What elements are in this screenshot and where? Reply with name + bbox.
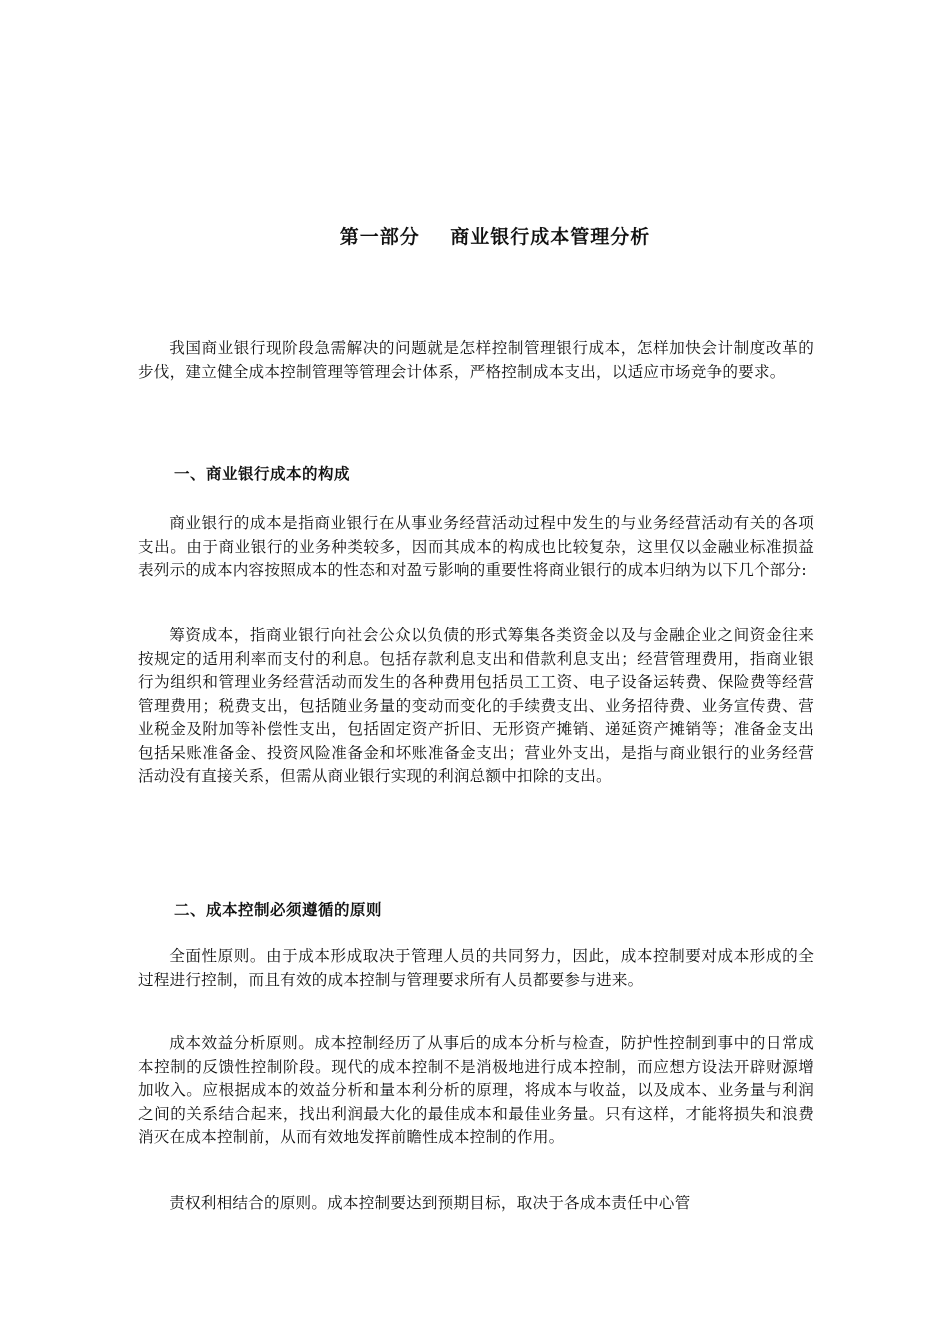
section-heading-2: 二、成本控制必须遵循的原则	[174, 901, 383, 919]
section-2-paragraph-1: 全面性原则。由于成本形成取决于管理人员的共同努力，因此，成本控制要对成本形成的全过程进行控制，而且有效的成本控制与管理要求所有人员都要参与进来。	[138, 947, 814, 989]
section-1-paragraph-1: 商业银行的成本是指商业银行在从事业务经营活动过程中发生的与业务经营活动有关的各项支出。由于商业银行的业务种类较多，因而其成本的构成也比较复杂，这里仅以金融业标准损益表列示的成本内容按照成本的性态和对盈亏影响的重要性将商业银行的成本归纳为以下几个部分:	[138, 514, 814, 579]
section-1-paragraph-2: 筹资成本，指商业银行向社会公众以负债的形式筹集各类资金以及与金融企业之间资金往来按规定的适用利率而支付的利息。包括存款利息支出和借款利息支出；经营管理费用，指商业银行为组织和管理业务经营活动而发生的各种费用包括员工工资、电子设备运转费、保险费等经营管理费用；税费支出，包括随业务量的变动而变化的手续费支出、业务招待费、业务宣传费、营业税金及附加等补偿性支出，包括固定资产折旧、无形资产摊销、递延资产摊销等；准备金支出包括呆账准备金、投资风险准备金和坏账准备金支出；营业外支出，是指与商业银行的业务经营活动没有直接关系，但需从商业银行实现的利润总额中扣除的支出。	[138, 626, 814, 785]
page-title: 第一部分 商业银行成本管理分析	[339, 226, 651, 248]
section-2-paragraph-2: 成本效益分析原则。成本控制经历了从事后的成本分析与检查，防护性控制到事中的日常成本控制的反馈性控制阶段。现代的成本控制不是消极地进行成本控制，而应想方设法开辟财源增加收入。应根据成本的效益分析和量本利分析的原理，将成本与收益，以及成本、业务量与利润之间的关系结合起来，找出利润最大化的最佳成本和最佳业务量。只有这样，才能将损失和浪费消灭在成本控制前，从而有效地发挥前瞻性成本控制的作用。	[138, 1034, 814, 1146]
intro-paragraph: 我国商业银行现阶段急需解决的问题就是怎样控制管理银行成本，怎样加快会计制度改革的步伐，建立健全成本控制管理等管理会计体系，严格控制成本支出，以适应市场竞争的要求。	[138, 339, 814, 381]
section-2-paragraph-3: 责权利相结合的原则。成本控制要达到预期目标，取决于各成本责任中心管	[169, 1194, 691, 1212]
section-heading-1: 一、商业银行成本的构成	[174, 465, 351, 483]
